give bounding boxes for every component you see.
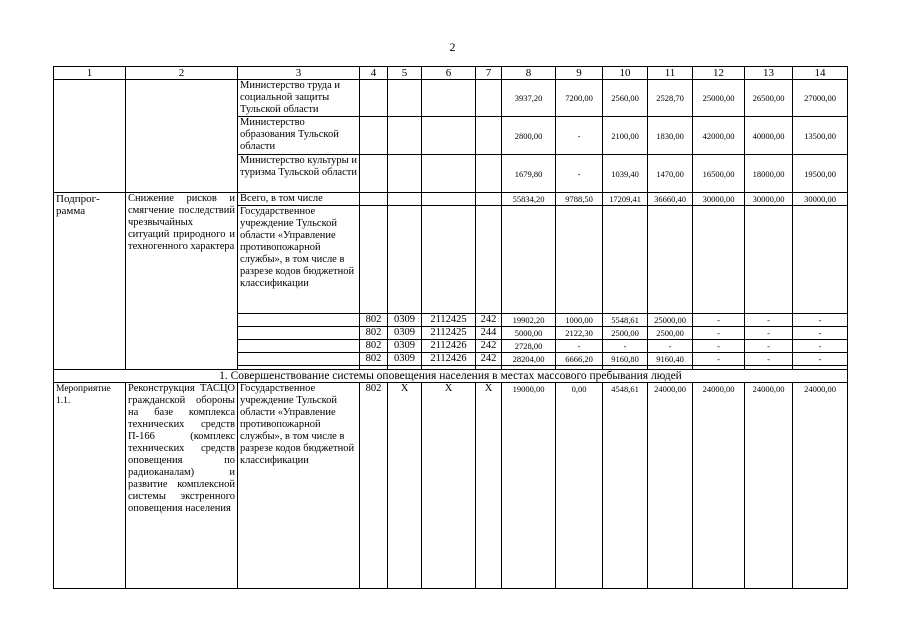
code-cell: Х bbox=[388, 383, 422, 589]
value-cell: 7200,00 bbox=[556, 80, 603, 117]
table-row bbox=[54, 80, 848, 117]
value-cell: 25000,00 bbox=[648, 314, 693, 327]
code-cell: 242 bbox=[476, 340, 502, 353]
code-cell: Х bbox=[476, 383, 502, 589]
code-cell: 244 bbox=[476, 327, 502, 340]
value-cell: - bbox=[693, 314, 745, 327]
section-row bbox=[54, 370, 848, 383]
value-cell: 2100,00 bbox=[603, 117, 648, 155]
ministry-name: Министерство образования Тульской области bbox=[238, 117, 360, 155]
value-cell: 2122,30 bbox=[556, 327, 603, 340]
subprogram-type: Подпрог-рамма bbox=[54, 193, 126, 370]
value-cell: - bbox=[745, 340, 793, 353]
value-cell: - bbox=[793, 353, 848, 366]
column-number-header: 11 bbox=[648, 67, 693, 80]
column-number-header: 9 bbox=[556, 67, 603, 80]
value-cell: - bbox=[745, 314, 793, 327]
empty-cell bbox=[54, 80, 126, 193]
code-cell: 242 bbox=[476, 314, 502, 327]
value-cell: - bbox=[693, 327, 745, 340]
code-cell: 802 bbox=[360, 340, 388, 353]
value-cell: 16500,00 bbox=[693, 155, 745, 193]
value-cell: - bbox=[648, 340, 693, 353]
value-cell: 6666,20 bbox=[556, 353, 603, 366]
code-cell: 2112426 bbox=[422, 340, 476, 353]
code-cell: 0309 bbox=[388, 340, 422, 353]
value-cell: 2560,00 bbox=[603, 80, 648, 117]
value-cell: - bbox=[603, 340, 648, 353]
value-cell: - bbox=[793, 340, 848, 353]
value-cell: 1000,00 bbox=[556, 314, 603, 327]
value-cell: 55834,20 bbox=[502, 193, 556, 206]
ministry-name: Министерство труда и социальной защиты Тульской области bbox=[238, 80, 360, 117]
code-cell: 0309 bbox=[388, 353, 422, 366]
code-cell: 242 bbox=[476, 353, 502, 366]
value-cell: 24000,00 bbox=[648, 383, 693, 589]
value-cell: 30000,00 bbox=[793, 193, 848, 206]
column-number-header: 8 bbox=[502, 67, 556, 80]
measure-row bbox=[54, 383, 848, 589]
value-cell: - bbox=[693, 340, 745, 353]
value-cell: - bbox=[745, 353, 793, 366]
subprogram-total-row bbox=[54, 193, 848, 206]
measure-type: Мероприятие 1.1. bbox=[54, 383, 126, 589]
header-row bbox=[54, 67, 848, 80]
value-cell: 2500,00 bbox=[603, 327, 648, 340]
value-cell: 4548,61 bbox=[603, 383, 648, 589]
page-number: 2 bbox=[449, 40, 456, 54]
value-cell: 28204,00 bbox=[502, 353, 556, 366]
code-cell: 802 bbox=[360, 353, 388, 366]
value-cell: 2528,70 bbox=[648, 80, 693, 117]
value-cell: 2800,00 bbox=[502, 117, 556, 155]
code-cell: 802 bbox=[360, 314, 388, 327]
column-number-header: 4 bbox=[360, 67, 388, 80]
column-number-header: 7 bbox=[476, 67, 502, 80]
value-cell: 24000,00 bbox=[745, 383, 793, 589]
budget-table bbox=[53, 66, 848, 589]
value-cell: 19000,00 bbox=[502, 383, 556, 589]
value-cell: 24000,00 bbox=[793, 383, 848, 589]
ministry-name: Министерство культуры и туризма Тульской области bbox=[238, 155, 360, 193]
value-cell: 18000,00 bbox=[745, 155, 793, 193]
code-cell: 802 bbox=[360, 383, 388, 589]
value-cell: 5000,00 bbox=[502, 327, 556, 340]
value-cell: - bbox=[793, 327, 848, 340]
value-cell: 1830,00 bbox=[648, 117, 693, 155]
value-cell: - bbox=[793, 314, 848, 327]
value-cell: - bbox=[556, 117, 603, 155]
value-cell: 9788,50 bbox=[556, 193, 603, 206]
code-cell: 0309 bbox=[388, 327, 422, 340]
value-cell: 24000,00 bbox=[693, 383, 745, 589]
value-cell: 27000,00 bbox=[793, 80, 848, 117]
value-cell: 1039,40 bbox=[603, 155, 648, 193]
value-cell: 26500,00 bbox=[745, 80, 793, 117]
value-cell: 2728,00 bbox=[502, 340, 556, 353]
value-cell: 9160,40 bbox=[648, 353, 693, 366]
column-number-header: 10 bbox=[603, 67, 648, 80]
value-cell: 5548,61 bbox=[603, 314, 648, 327]
value-cell: 19500,00 bbox=[793, 155, 848, 193]
section-title: 1. Совершенствование системы оповещения населения в местах массового пребывания людей bbox=[54, 370, 848, 383]
value-cell: 19902,20 bbox=[502, 314, 556, 327]
code-cell: 2112426 bbox=[422, 353, 476, 366]
value-cell: 40000,00 bbox=[745, 117, 793, 155]
subprogram-name: Снижение рисков и смягчение последствий чрезвычайных ситуаций природного и техногенного характера bbox=[126, 193, 238, 370]
value-cell: 0,00 bbox=[556, 383, 603, 589]
value-cell: 30000,00 bbox=[693, 193, 745, 206]
total-label: Всего, в том числе bbox=[238, 193, 360, 206]
column-number-header: 3 bbox=[238, 67, 360, 80]
column-number-header: 14 bbox=[793, 67, 848, 80]
empty-cell bbox=[126, 80, 238, 193]
code-cell: 0309 bbox=[388, 314, 422, 327]
column-number-header: 1 bbox=[54, 67, 126, 80]
column-number-header: 6 bbox=[422, 67, 476, 80]
value-cell: 36660,40 bbox=[648, 193, 693, 206]
column-number-header: 12 bbox=[693, 67, 745, 80]
value-cell: - bbox=[556, 155, 603, 193]
code-cell: 2112425 bbox=[422, 327, 476, 340]
value-cell: 42000,00 bbox=[693, 117, 745, 155]
value-cell: 1679,80 bbox=[502, 155, 556, 193]
agency-name: Государственное учреждение Тульской области «Управление противопожарной службы», в том числе в разрезе кодов бюджетной классификации bbox=[238, 206, 360, 314]
code-cell: Х bbox=[422, 383, 476, 589]
value-cell: 17209,41 bbox=[603, 193, 648, 206]
value-cell: 3937,20 bbox=[502, 80, 556, 117]
value-cell: 30000,00 bbox=[745, 193, 793, 206]
measure-name: Реконструкция ТАСЦО гражданской обороны на базе комплекса технических средств П-166 (комплекс технических средств оповещения по радиоканалам) и развитие комплексной системы экстренного оповещения населения bbox=[126, 383, 238, 589]
value-cell: 25000,00 bbox=[693, 80, 745, 117]
value-cell: 9160,80 bbox=[603, 353, 648, 366]
column-number-header: 2 bbox=[126, 67, 238, 80]
code-cell: 802 bbox=[360, 327, 388, 340]
value-cell: 2500,00 bbox=[648, 327, 693, 340]
value-cell: 13500,00 bbox=[793, 117, 848, 155]
agency-name: Государственное учреждение Тульской области «Управление противопожарной службы», в том числе в разрезе кодов бюджетной классификации bbox=[238, 383, 360, 589]
value-cell: 1470,00 bbox=[648, 155, 693, 193]
value-cell: - bbox=[556, 340, 603, 353]
value-cell: - bbox=[693, 353, 745, 366]
column-number-header: 13 bbox=[745, 67, 793, 80]
value-cell: - bbox=[745, 327, 793, 340]
column-number-header: 5 bbox=[388, 67, 422, 80]
code-cell: 2112425 bbox=[422, 314, 476, 327]
